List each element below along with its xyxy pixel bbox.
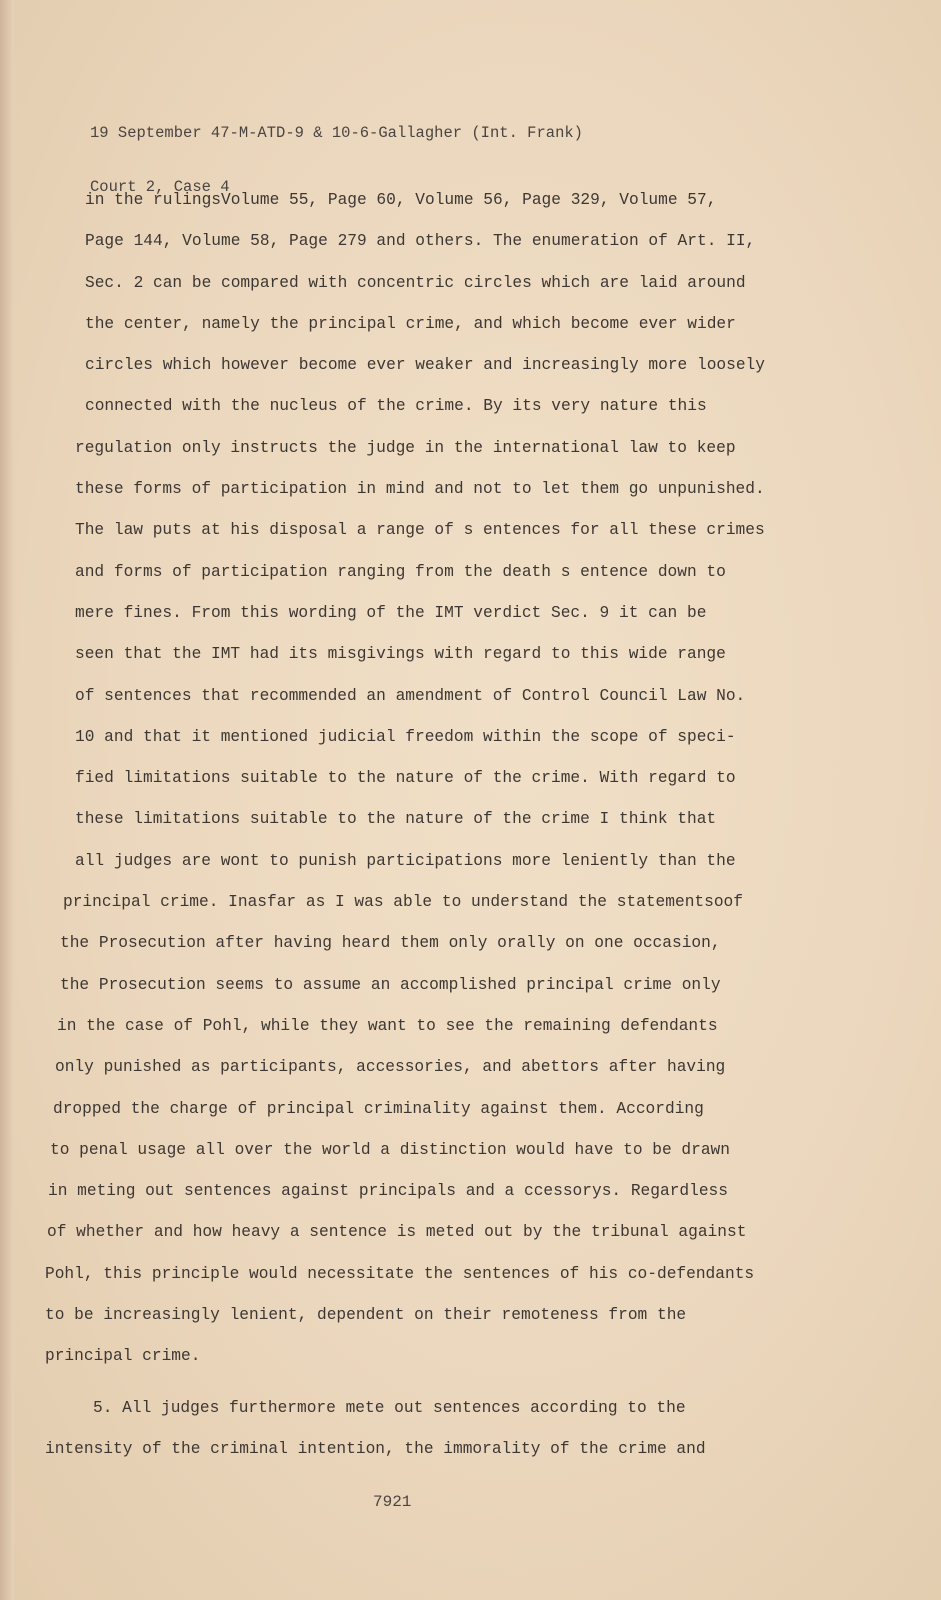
- text-line: 10 and that it mentioned judicial freedom within the scope of speci-: [75, 727, 736, 746]
- text-line: Page 144, Volume 58, Page 279 and others. The enumeration of Art. II,: [85, 232, 756, 251]
- text-line: these forms of participation in mind and not to let them go unpunished.: [75, 480, 765, 499]
- text-line: Pohl, this principle would necessitate the sentences of his co-defendants: [45, 1264, 755, 1283]
- text-line: only punished as participants, accessories, and abettors after having: [55, 1058, 726, 1077]
- text-line: 5. All judges furthermore mete out sentences according to the: [93, 1398, 686, 1417]
- text-line: connected with the nucleus of the crime. By its very nature this: [85, 397, 707, 416]
- text-line: The law puts at his disposal a range of s entences for all these crimes: [75, 521, 765, 540]
- text-line: the Prosecution after having heard them only orally on one occasion,: [60, 934, 721, 953]
- text-line: all judges are wont to punish participations more leniently than the: [75, 851, 736, 870]
- text-line: principal crime.: [45, 1347, 201, 1366]
- text-line: circles which however become ever weaker and increasingly more loosely: [85, 356, 765, 375]
- text-line: and forms of participation ranging from the death s entence down to: [75, 562, 726, 581]
- text-line: seen that the IMT had its misgivings with regard to this wide range: [75, 645, 726, 664]
- text-line: these limitations suitable to the nature of the crime I think that: [75, 810, 717, 829]
- header-line-1: 19 September 47-M-ATD-9 & 10-6-Gallagher (Int. Frank): [90, 124, 583, 142]
- text-line: the Prosecution seems to assume an accomplished principal crime only: [60, 975, 721, 994]
- text-line: mere fines. From this wording of the IMT verdict Sec. 9 it can be: [75, 603, 707, 622]
- text-line: Sec. 2 can be compared with concentric circles which are laid around: [85, 273, 746, 292]
- text-line: to penal usage all over the world a distinction would have to be drawn: [50, 1140, 730, 1159]
- body-text: [45, 188, 805, 1478]
- text-line: fied limitations suitable to the nature of the crime. With regard to: [75, 769, 736, 788]
- torn-left-edge: [0, 0, 14, 1600]
- text-line: intensity of the criminal intention, the immorality of the crime and: [45, 1439, 706, 1458]
- text-line: of whether and how heavy a sentence is meted out by the tribunal against: [47, 1223, 747, 1242]
- text-line: regulation only instructs the judge in the international law to keep: [75, 438, 736, 457]
- page-number: 7921: [373, 1493, 412, 1511]
- text-line: the center, namely the principal crime, and which become ever wider: [85, 314, 736, 333]
- text-line: dropped the charge of principal criminality against them. According: [53, 1099, 704, 1118]
- text-line: in the case of Pohl, while they want to see the remaining defendants: [57, 1016, 718, 1035]
- text-line: in meting out sentences against principals and a ccessorys. Regardless: [48, 1182, 728, 1201]
- text-line: to be increasingly lenient, dependent on their remoteness from the: [45, 1306, 687, 1325]
- header-line-2: Court 2, Case 4: [90, 178, 230, 196]
- text-line: of sentences that recommended an amendment of Control Council Law No.: [75, 686, 746, 705]
- text-line: in the rulingsVolume 55, Page 60, Volume 56, Page 329, Volume 57,: [85, 191, 717, 209]
- text-line: principal crime. Inasfar as I was able to understand the statementsoof: [63, 893, 743, 912]
